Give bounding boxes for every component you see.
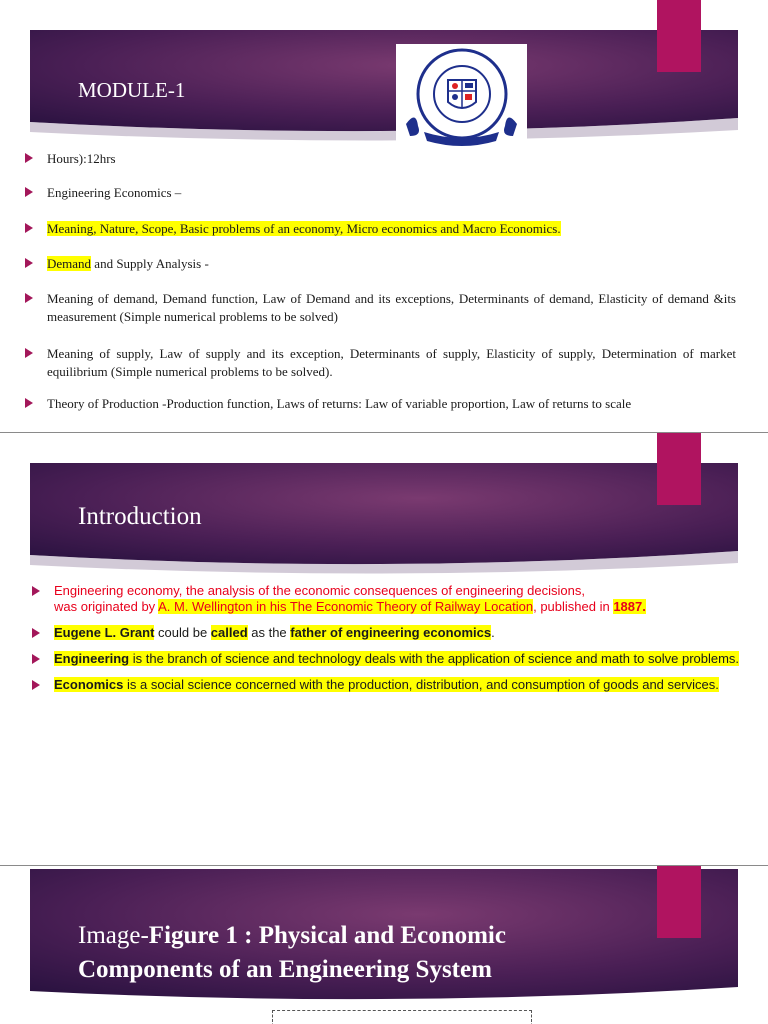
list-item: Demand and Supply Analysis - — [25, 255, 736, 273]
bullet-arrow-icon — [32, 586, 40, 596]
bullet-arrow-icon — [32, 628, 40, 638]
figure-placeholder-frame — [272, 1010, 532, 1024]
list-item: Meaning of supply, Law of supply and its exception, Determinants of supply, Elasticity of supply, Determination of market equilibrium (Simple numerical problems to be solved). — [25, 345, 736, 381]
bullet-arrow-icon — [25, 187, 33, 197]
slide-figure-1 — [0, 866, 768, 1024]
accent-tab — [657, 433, 701, 505]
introduction-list — [32, 583, 752, 693]
accent-tab — [657, 866, 701, 938]
slide-title: Introduction — [78, 503, 202, 530]
module-topics-list — [25, 150, 736, 413]
slide-introduction — [0, 433, 768, 865]
list-item: Engineering Economics – — [25, 184, 736, 202]
giet-university-logo — [396, 44, 527, 149]
list-item: Engineering economy, the analysis of the economic consequences of engineering decisions, was originated by A. M. Wellington in his The Economic Theory of Railway Location, published in 1887. — [32, 583, 752, 615]
slide-title: Image-Figure 1 : Physical and Economic Components of an Engineering System — [78, 922, 506, 983]
bullet-arrow-icon — [32, 654, 40, 664]
bullet-arrow-icon — [25, 348, 33, 358]
list-item: Eugene L. Grant could be called as the father of engineering economics. — [32, 625, 752, 641]
bullet-arrow-icon — [25, 398, 33, 408]
list-item: Theory of Production -Production function, Laws of returns: Law of variable proportion, Law of returns to scale — [25, 395, 736, 413]
bullet-arrow-icon — [25, 258, 33, 268]
bullet-arrow-icon — [25, 153, 33, 163]
list-item: Meaning of demand, Demand function, Law of Demand and its exceptions, Determinants of demand, Elasticity of demand &its measurement (Simple numerical problems to be solved) — [25, 290, 736, 326]
slide-title: MODULE-1 — [78, 78, 186, 102]
slide-module-1 — [0, 0, 768, 432]
list-item: Hours):12hrs — [25, 150, 736, 168]
bullet-arrow-icon — [25, 293, 33, 303]
bullet-arrow-icon — [32, 680, 40, 690]
list-item: Meaning, Nature, Scope, Basic problems of an economy, Micro economics and Macro Economics. — [25, 220, 736, 238]
accent-tab — [657, 0, 701, 72]
bullet-arrow-icon — [25, 223, 33, 233]
list-item: Engineering is the branch of science and technology deals with the application of science and math to solve problems. — [32, 651, 752, 667]
list-item: Economics is a social science concerned with the production, distribution, and consumption of goods and services. — [32, 677, 752, 693]
